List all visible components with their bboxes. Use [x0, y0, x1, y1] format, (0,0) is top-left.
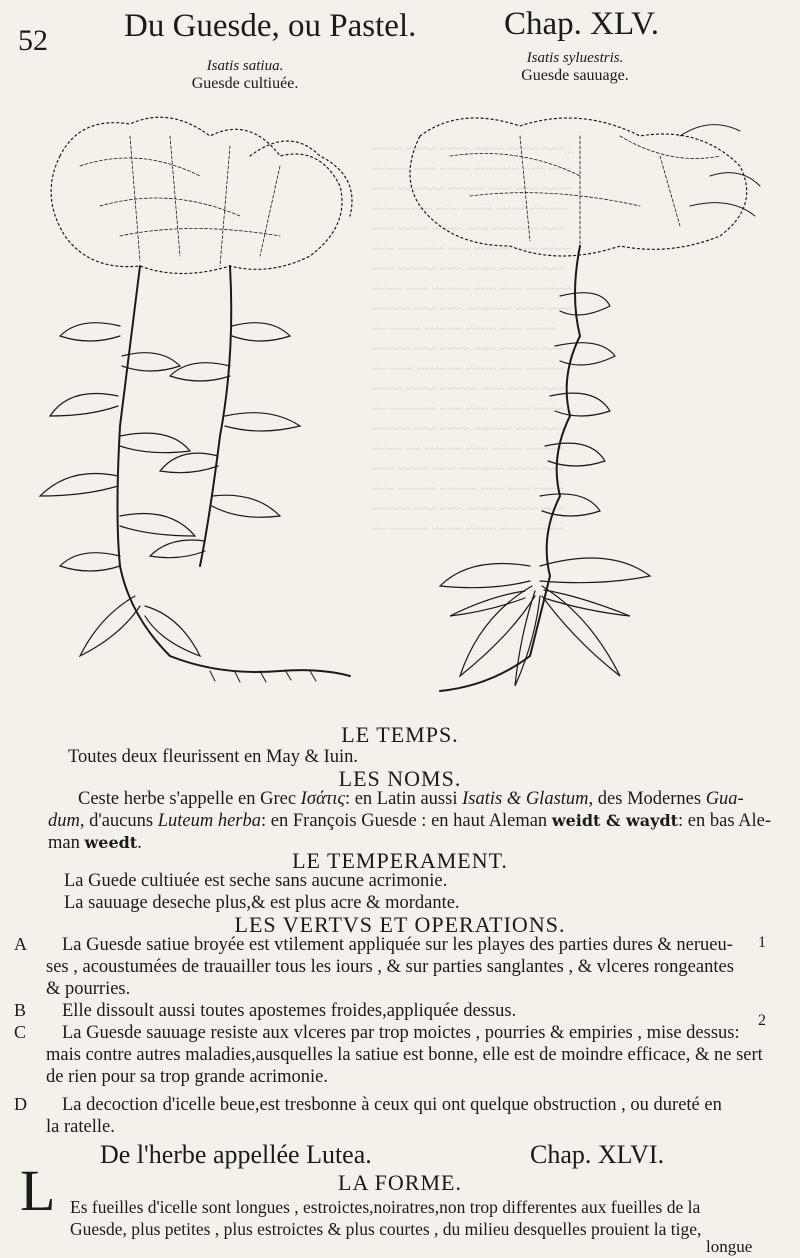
vertus-line: La decoction d'icelle beue,est tresbonne à ceux qui ont quelque obstruction , ou dureté en: [62, 1095, 722, 1115]
noms-text: : en Latin aussi: [344, 789, 463, 809]
plate-caption-french: Guesde cultiuée.: [191, 75, 299, 92]
section-heading-noms: LES NOMS.: [338, 766, 462, 791]
plate-caption-right: [480, 50, 670, 84]
chapter-number: Chap. XLV.: [504, 6, 659, 42]
noms-text: , des Modernes: [588, 789, 706, 809]
vertus-line: La Guesde satiue broyée est vtilement appliquée sur les playes des parties dures & nerueu-: [62, 935, 733, 955]
noms-line-1: [78, 788, 744, 810]
margin-note: 1: [758, 934, 766, 951]
noms-text: .: [137, 833, 142, 853]
noms-line-2: [48, 810, 771, 832]
noms-text: , d'aucuns: [79, 811, 158, 831]
plate-caption-french: Guesde sauuage.: [521, 67, 629, 84]
latin-name: Gua-: [705, 789, 744, 809]
margin-letter: D: [14, 1094, 27, 1114]
temperament-line: La sauuage deseche plus,& est plus acre & mordante.: [64, 893, 460, 913]
forme-line: Es fueilles d'icelle sont longues , estroictes,noiratres,non trop differentes aux fueilles de la: [70, 1197, 701, 1217]
temperament-line: La Guede cultiuée est seche sans aucune acrimonie.: [64, 871, 448, 891]
section-heading-forme: LA FORME.: [338, 1170, 462, 1195]
latin-name: Isatis & Glastum: [462, 789, 589, 809]
woodcut-isatis-syluestris: [410, 118, 760, 691]
plate-caption-latin: Isatis satiua.: [206, 58, 284, 74]
vertus-line: mais contre autres maladies,ausquelles la satiue est bonne, elle est de moindre efficace, & ne sert: [46, 1045, 763, 1065]
plate-caption-latin: Isatis syluestris.: [526, 50, 624, 66]
temps-text: Toutes deux fleurissent en May & Iuin.: [68, 747, 359, 767]
show-through-text: ...~~~ ~~~~ ~~~~ ~~~~ ~~~~ ~~~~ ~~~ ~~~ ~~~~~~ ~~~~ ~~~ ~~~~~ ~~~~ ~~~ ~~~ ~~~~~ ~~~~~~ ~~~ ~~~~~ ~~~~ ~~~~ ~~~ ~~~~~~~~ ~~~ ~~~~~~ ~~~ ~~~~ ~~~~ ~~~ ~~~~ ~~~ ~~~~~ ~~~ ~~~~~~ ~~~ ~~~ ~~~~~ ~~~~ ~~~ ~~~~~ ~~~ ~~~~~~ ~~~ ~~~ ~~~~~ ~~~ ~~~~ ~~~ ~~~~ ~~~~~~ ~~~ ~~~ ~~~~~ ~~~~ ~~~ ~~~~ ~~~~~ ~~~~ ~~ ~~~ ~~~~~ ~~~ ~~~~ ~~~ ~~~~~ ~~~~~ ~~~ ~~~~ ~~~~~~ ~~~ ~~ ~~~ ~~~~ ~~~ ~~~~~ ~~~~ ~~~~ ~~~~ ~~~~~ ~~~ ~~~ ~~~~~~ ~~ ~~~ ~~~ ~~~~~ ~~~~ ~~~ ~~~~~ ~~~~~ ~~~~ ~~~ ~~~~~ ~~ ~~~~ ~~~ ~~~~ ~~~~~~ ~~~ ~~~~ ~~~ ~~~~ ~~~ ~~~ ~~~~~ ~~~~~ ~~~ ~~~ ~~~~~ ~~~~ ~~~ ~~~ ~~~~~ ~~~~~ ~~~ ~~~~ ~~~~ ~~~~~ ~~: [372, 142, 575, 537]
vertus-line: Elle dissoult aussi toutes apostemes froides,appliquée dessus.: [62, 1001, 517, 1021]
noms-text: man: [48, 833, 85, 853]
section-heading-temperament: LE TEMPERAMENT.: [292, 848, 508, 873]
plate-caption-left: [145, 58, 345, 92]
latin-name: dum: [48, 811, 80, 831]
vertus-line: ses , acoustumées de trauailler tous les iours , & sur parties sanglantes , & vlceres rongeantes: [46, 957, 734, 977]
margin-note: 2: [758, 1012, 766, 1029]
page-number: 52: [18, 24, 48, 57]
forme-line: Guesde, plus petites , plus estroictes & plus courtes , du milieu desquelles prouient la tige,: [70, 1219, 702, 1239]
drop-cap: L: [20, 1158, 56, 1223]
noms-text: Ceste herbe s'appelle en Grec: [78, 789, 301, 809]
vertus-line: la ratelle.: [46, 1117, 115, 1137]
vertus-line: La Guesde sauuage resiste aux vlceres par trop moictes , pourries & empiries , mise dessus:: [62, 1023, 740, 1043]
woodcut-isatis-satiua: [40, 117, 352, 682]
running-title: Du Guesde, ou Pastel.: [124, 8, 417, 44]
latin-name: Luteum herba: [157, 811, 262, 831]
botanical-woodcuts: [20, 96, 780, 720]
noms-text: : en François Guesde : en haut Aleman: [261, 811, 552, 831]
margin-letter: A: [14, 934, 27, 954]
margin-letter: C: [14, 1022, 27, 1042]
section-heading-vertus: LES VERTVS ET OPERATIONS.: [234, 912, 566, 937]
next-chapter-title: De l'herbe appellée Lutea.: [100, 1140, 372, 1169]
next-chapter-number: Chap. XLVI.: [530, 1140, 665, 1169]
noms-text: : en bas Ale-: [678, 811, 772, 831]
greek-name: Ισάτις: [300, 789, 345, 809]
german-name: weidt & waydt: [551, 811, 679, 830]
margin-letter: B: [14, 1000, 27, 1020]
section-heading-temps: LE TEMPS.: [341, 722, 459, 747]
catchword: longue: [706, 1237, 753, 1256]
german-name: weedt: [84, 833, 138, 852]
vertus-line: de rien pour sa trop grande acrimonie.: [46, 1067, 329, 1087]
vertus-line: & pourries.: [46, 979, 131, 999]
running-head: [0, 0, 800, 58]
